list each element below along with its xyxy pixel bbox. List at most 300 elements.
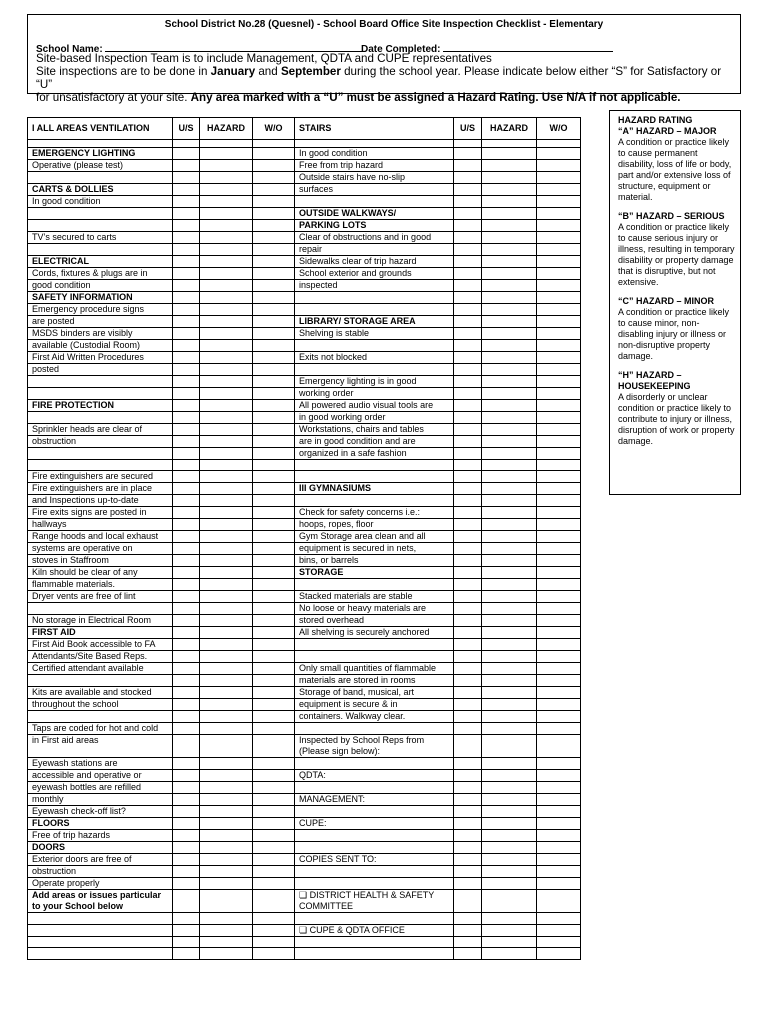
right-wo-cell[interactable] bbox=[537, 615, 581, 627]
left-us-cell[interactable] bbox=[173, 519, 200, 531]
left-hazard-cell[interactable] bbox=[200, 460, 253, 471]
right-wo-cell[interactable] bbox=[537, 184, 581, 196]
right-us-cell[interactable] bbox=[454, 723, 482, 735]
left-us-cell[interactable] bbox=[173, 782, 200, 794]
left-wo-cell[interactable] bbox=[253, 639, 295, 651]
right-wo-cell[interactable] bbox=[537, 567, 581, 579]
right-hazard-cell[interactable] bbox=[482, 436, 537, 448]
right-us-cell[interactable] bbox=[454, 232, 482, 244]
left-wo-cell[interactable] bbox=[253, 316, 295, 328]
right-wo-cell[interactable] bbox=[537, 936, 581, 947]
right-hazard-cell[interactable] bbox=[482, 758, 537, 770]
right-hazard-cell[interactable] bbox=[482, 890, 537, 913]
left-us-cell[interactable] bbox=[173, 292, 200, 304]
right-us-cell[interactable] bbox=[454, 663, 482, 675]
left-us-cell[interactable] bbox=[173, 615, 200, 627]
right-wo-cell[interactable] bbox=[537, 268, 581, 280]
left-us-cell[interactable] bbox=[173, 794, 200, 806]
left-us-cell[interactable] bbox=[173, 639, 200, 651]
left-us-cell[interactable] bbox=[173, 304, 200, 316]
right-hazard-cell[interactable] bbox=[482, 854, 537, 866]
right-hazard-cell[interactable] bbox=[482, 483, 537, 495]
right-hazard-cell[interactable] bbox=[482, 316, 537, 328]
left-wo-cell[interactable] bbox=[253, 531, 295, 543]
right-wo-cell[interactable] bbox=[537, 758, 581, 770]
left-wo-cell[interactable] bbox=[253, 196, 295, 208]
left-wo-cell[interactable] bbox=[253, 424, 295, 436]
right-wo-cell[interactable] bbox=[537, 232, 581, 244]
left-us-cell[interactable] bbox=[173, 340, 200, 352]
right-hazard-cell[interactable] bbox=[482, 639, 537, 651]
left-wo-cell[interactable] bbox=[253, 890, 295, 913]
right-wo-cell[interactable] bbox=[537, 519, 581, 531]
left-hazard-cell[interactable] bbox=[200, 280, 253, 292]
left-wo-cell[interactable] bbox=[253, 172, 295, 184]
right-hazard-cell[interactable] bbox=[482, 196, 537, 208]
right-us-cell[interactable] bbox=[454, 878, 482, 890]
right-hazard-cell[interactable] bbox=[482, 651, 537, 663]
left-wo-cell[interactable] bbox=[253, 651, 295, 663]
right-wo-cell[interactable] bbox=[537, 854, 581, 866]
right-wo-cell[interactable] bbox=[537, 806, 581, 818]
right-hazard-cell[interactable] bbox=[482, 627, 537, 639]
right-hazard-cell[interactable] bbox=[482, 770, 537, 782]
right-hazard-cell[interactable] bbox=[482, 244, 537, 256]
left-us-cell[interactable] bbox=[173, 651, 200, 663]
left-hazard-cell[interactable] bbox=[200, 328, 253, 340]
right-us-cell[interactable] bbox=[454, 794, 482, 806]
cell[interactable] bbox=[454, 140, 482, 148]
left-us-cell[interactable] bbox=[173, 543, 200, 555]
right-wo-cell[interactable] bbox=[537, 340, 581, 352]
left-us-cell[interactable] bbox=[173, 866, 200, 878]
left-hazard-cell[interactable] bbox=[200, 495, 253, 507]
left-hazard-cell[interactable] bbox=[200, 519, 253, 531]
right-hazard-cell[interactable] bbox=[482, 543, 537, 555]
right-us-cell[interactable] bbox=[454, 531, 482, 543]
right-hazard-cell[interactable] bbox=[482, 615, 537, 627]
left-wo-cell[interactable] bbox=[253, 148, 295, 160]
left-wo-cell[interactable] bbox=[253, 567, 295, 579]
right-wo-cell[interactable] bbox=[537, 244, 581, 256]
left-us-cell[interactable] bbox=[173, 364, 200, 376]
left-us-cell[interactable] bbox=[173, 948, 200, 959]
left-us-cell[interactable] bbox=[173, 256, 200, 268]
cell[interactable] bbox=[173, 140, 200, 148]
right-us-cell[interactable] bbox=[454, 208, 482, 220]
left-wo-cell[interactable] bbox=[253, 160, 295, 172]
left-wo-cell[interactable] bbox=[253, 913, 295, 924]
right-hazard-cell[interactable] bbox=[482, 256, 537, 268]
left-wo-cell[interactable] bbox=[253, 555, 295, 567]
left-us-cell[interactable] bbox=[173, 172, 200, 184]
right-wo-cell[interactable] bbox=[537, 770, 581, 782]
right-us-cell[interactable] bbox=[454, 460, 482, 471]
left-hazard-cell[interactable] bbox=[200, 948, 253, 959]
left-hazard-cell[interactable] bbox=[200, 842, 253, 854]
right-wo-cell[interactable] bbox=[537, 400, 581, 412]
left-hazard-cell[interactable] bbox=[200, 244, 253, 256]
right-hazard-cell[interactable] bbox=[482, 806, 537, 818]
right-us-cell[interactable] bbox=[454, 854, 482, 866]
left-wo-cell[interactable] bbox=[253, 412, 295, 424]
right-us-cell[interactable] bbox=[454, 627, 482, 639]
left-wo-cell[interactable] bbox=[253, 770, 295, 782]
right-us-cell[interactable] bbox=[454, 936, 482, 947]
right-us-cell[interactable] bbox=[454, 842, 482, 854]
right-wo-cell[interactable] bbox=[537, 723, 581, 735]
right-wo-cell[interactable] bbox=[537, 687, 581, 699]
right-wo-cell[interactable] bbox=[537, 555, 581, 567]
right-wo-cell[interactable] bbox=[537, 735, 581, 758]
left-us-cell[interactable] bbox=[173, 184, 200, 196]
left-hazard-cell[interactable] bbox=[200, 591, 253, 603]
left-hazard-cell[interactable] bbox=[200, 866, 253, 878]
right-wo-cell[interactable] bbox=[537, 364, 581, 376]
left-us-cell[interactable] bbox=[173, 711, 200, 723]
right-hazard-cell[interactable] bbox=[482, 866, 537, 878]
right-us-cell[interactable] bbox=[454, 316, 482, 328]
left-hazard-cell[interactable] bbox=[200, 292, 253, 304]
right-hazard-cell[interactable] bbox=[482, 794, 537, 806]
left-hazard-cell[interactable] bbox=[200, 567, 253, 579]
right-hazard-cell[interactable] bbox=[482, 699, 537, 711]
left-us-cell[interactable] bbox=[173, 567, 200, 579]
right-wo-cell[interactable] bbox=[537, 412, 581, 424]
right-wo-cell[interactable] bbox=[537, 948, 581, 959]
left-wo-cell[interactable] bbox=[253, 292, 295, 304]
left-hazard-cell[interactable] bbox=[200, 639, 253, 651]
right-wo-cell[interactable] bbox=[537, 388, 581, 400]
left-hazard-cell[interactable] bbox=[200, 675, 253, 687]
right-hazard-cell[interactable] bbox=[482, 172, 537, 184]
left-us-cell[interactable] bbox=[173, 316, 200, 328]
right-hazard-cell[interactable] bbox=[482, 268, 537, 280]
right-us-cell[interactable] bbox=[454, 543, 482, 555]
left-hazard-cell[interactable] bbox=[200, 184, 253, 196]
left-wo-cell[interactable] bbox=[253, 948, 295, 959]
left-wo-cell[interactable] bbox=[253, 936, 295, 947]
left-hazard-cell[interactable] bbox=[200, 340, 253, 352]
left-hazard-cell[interactable] bbox=[200, 890, 253, 913]
right-us-cell[interactable] bbox=[454, 675, 482, 687]
right-wo-cell[interactable] bbox=[537, 579, 581, 591]
left-wo-cell[interactable] bbox=[253, 543, 295, 555]
right-hazard-cell[interactable] bbox=[482, 495, 537, 507]
right-wo-cell[interactable] bbox=[537, 220, 581, 232]
left-us-cell[interactable] bbox=[173, 878, 200, 890]
right-wo-cell[interactable] bbox=[537, 507, 581, 519]
right-wo-cell[interactable] bbox=[537, 460, 581, 471]
left-hazard-cell[interactable] bbox=[200, 794, 253, 806]
right-us-cell[interactable] bbox=[454, 890, 482, 913]
left-hazard-cell[interactable] bbox=[200, 782, 253, 794]
left-us-cell[interactable] bbox=[173, 388, 200, 400]
right-hazard-cell[interactable] bbox=[482, 842, 537, 854]
right-us-cell[interactable] bbox=[454, 160, 482, 172]
left-us-cell[interactable] bbox=[173, 735, 200, 758]
right-wo-cell[interactable] bbox=[537, 890, 581, 913]
left-hazard-cell[interactable] bbox=[200, 936, 253, 947]
cell[interactable] bbox=[200, 140, 253, 148]
right-us-cell[interactable] bbox=[454, 364, 482, 376]
left-hazard-cell[interactable] bbox=[200, 400, 253, 412]
right-us-cell[interactable] bbox=[454, 603, 482, 615]
left-wo-cell[interactable] bbox=[253, 471, 295, 483]
right-hazard-cell[interactable] bbox=[482, 735, 537, 758]
left-wo-cell[interactable] bbox=[253, 830, 295, 842]
right-hazard-cell[interactable] bbox=[482, 711, 537, 723]
left-us-cell[interactable] bbox=[173, 591, 200, 603]
left-hazard-cell[interactable] bbox=[200, 448, 253, 460]
left-hazard-cell[interactable] bbox=[200, 268, 253, 280]
left-wo-cell[interactable] bbox=[253, 376, 295, 388]
left-us-cell[interactable] bbox=[173, 818, 200, 830]
right-hazard-cell[interactable] bbox=[482, 304, 537, 316]
right-hazard-cell[interactable] bbox=[482, 723, 537, 735]
left-wo-cell[interactable] bbox=[253, 507, 295, 519]
left-wo-cell[interactable] bbox=[253, 675, 295, 687]
left-wo-cell[interactable] bbox=[253, 328, 295, 340]
cell[interactable] bbox=[253, 140, 295, 148]
right-hazard-cell[interactable] bbox=[482, 400, 537, 412]
left-us-cell[interactable] bbox=[173, 220, 200, 232]
left-us-cell[interactable] bbox=[173, 352, 200, 364]
right-us-cell[interactable] bbox=[454, 687, 482, 699]
left-hazard-cell[interactable] bbox=[200, 316, 253, 328]
right-us-cell[interactable] bbox=[454, 184, 482, 196]
left-hazard-cell[interactable] bbox=[200, 627, 253, 639]
left-us-cell[interactable] bbox=[173, 675, 200, 687]
left-wo-cell[interactable] bbox=[253, 842, 295, 854]
left-hazard-cell[interactable] bbox=[200, 256, 253, 268]
left-us-cell[interactable] bbox=[173, 196, 200, 208]
right-hazard-cell[interactable] bbox=[482, 591, 537, 603]
right-us-cell[interactable] bbox=[454, 412, 482, 424]
left-wo-cell[interactable] bbox=[253, 495, 295, 507]
right-us-cell[interactable] bbox=[454, 770, 482, 782]
right-us-cell[interactable] bbox=[454, 913, 482, 924]
right-us-cell[interactable] bbox=[454, 639, 482, 651]
right-wo-cell[interactable] bbox=[537, 448, 581, 460]
left-us-cell[interactable] bbox=[173, 627, 200, 639]
right-us-cell[interactable] bbox=[454, 268, 482, 280]
left-hazard-cell[interactable] bbox=[200, 220, 253, 232]
left-hazard-cell[interactable] bbox=[200, 830, 253, 842]
left-wo-cell[interactable] bbox=[253, 304, 295, 316]
right-wo-cell[interactable] bbox=[537, 651, 581, 663]
left-hazard-cell[interactable] bbox=[200, 172, 253, 184]
right-hazard-cell[interactable] bbox=[482, 352, 537, 364]
right-wo-cell[interactable] bbox=[537, 842, 581, 854]
school-name-field[interactable] bbox=[105, 42, 365, 52]
right-wo-cell[interactable] bbox=[537, 531, 581, 543]
left-wo-cell[interactable] bbox=[253, 591, 295, 603]
left-us-cell[interactable] bbox=[173, 924, 200, 936]
left-wo-cell[interactable] bbox=[253, 627, 295, 639]
right-hazard-cell[interactable] bbox=[482, 460, 537, 471]
left-wo-cell[interactable] bbox=[253, 280, 295, 292]
right-us-cell[interactable] bbox=[454, 148, 482, 160]
left-us-cell[interactable] bbox=[173, 376, 200, 388]
right-us-cell[interactable] bbox=[454, 591, 482, 603]
left-us-cell[interactable] bbox=[173, 148, 200, 160]
left-wo-cell[interactable] bbox=[253, 878, 295, 890]
right-wo-cell[interactable] bbox=[537, 495, 581, 507]
right-hazard-cell[interactable] bbox=[482, 567, 537, 579]
right-hazard-cell[interactable] bbox=[482, 555, 537, 567]
left-wo-cell[interactable] bbox=[253, 687, 295, 699]
right-us-cell[interactable] bbox=[454, 172, 482, 184]
right-hazard-cell[interactable] bbox=[482, 471, 537, 483]
right-us-cell[interactable] bbox=[454, 735, 482, 758]
right-hazard-cell[interactable] bbox=[482, 448, 537, 460]
left-wo-cell[interactable] bbox=[253, 400, 295, 412]
right-hazard-cell[interactable] bbox=[482, 364, 537, 376]
right-wo-cell[interactable] bbox=[537, 160, 581, 172]
right-us-cell[interactable] bbox=[454, 436, 482, 448]
left-wo-cell[interactable] bbox=[253, 268, 295, 280]
left-wo-cell[interactable] bbox=[253, 794, 295, 806]
right-us-cell[interactable] bbox=[454, 519, 482, 531]
left-wo-cell[interactable] bbox=[253, 663, 295, 675]
right-hazard-cell[interactable] bbox=[482, 412, 537, 424]
right-hazard-cell[interactable] bbox=[482, 160, 537, 172]
left-wo-cell[interactable] bbox=[253, 818, 295, 830]
left-us-cell[interactable] bbox=[173, 448, 200, 460]
left-hazard-cell[interactable] bbox=[200, 711, 253, 723]
left-hazard-cell[interactable] bbox=[200, 663, 253, 675]
left-hazard-cell[interactable] bbox=[200, 818, 253, 830]
left-wo-cell[interactable] bbox=[253, 208, 295, 220]
left-wo-cell[interactable] bbox=[253, 806, 295, 818]
right-us-cell[interactable] bbox=[454, 352, 482, 364]
right-hazard-cell[interactable] bbox=[482, 579, 537, 591]
right-wo-cell[interactable] bbox=[537, 675, 581, 687]
left-wo-cell[interactable] bbox=[253, 364, 295, 376]
cell[interactable] bbox=[537, 140, 581, 148]
left-wo-cell[interactable] bbox=[253, 699, 295, 711]
right-us-cell[interactable] bbox=[454, 948, 482, 959]
left-us-cell[interactable] bbox=[173, 723, 200, 735]
left-wo-cell[interactable] bbox=[253, 579, 295, 591]
right-us-cell[interactable] bbox=[454, 292, 482, 304]
right-hazard-cell[interactable] bbox=[482, 340, 537, 352]
left-us-cell[interactable] bbox=[173, 280, 200, 292]
right-us-cell[interactable] bbox=[454, 376, 482, 388]
right-us-cell[interactable] bbox=[454, 818, 482, 830]
right-hazard-cell[interactable] bbox=[482, 376, 537, 388]
left-us-cell[interactable] bbox=[173, 160, 200, 172]
right-us-cell[interactable] bbox=[454, 567, 482, 579]
right-wo-cell[interactable] bbox=[537, 148, 581, 160]
left-wo-cell[interactable] bbox=[253, 184, 295, 196]
right-wo-cell[interactable] bbox=[537, 208, 581, 220]
right-hazard-cell[interactable] bbox=[482, 663, 537, 675]
right-wo-cell[interactable] bbox=[537, 436, 581, 448]
right-us-cell[interactable] bbox=[454, 256, 482, 268]
left-hazard-cell[interactable] bbox=[200, 770, 253, 782]
right-wo-cell[interactable] bbox=[537, 830, 581, 842]
left-wo-cell[interactable] bbox=[253, 615, 295, 627]
left-hazard-cell[interactable] bbox=[200, 603, 253, 615]
right-hazard-cell[interactable] bbox=[482, 936, 537, 947]
right-us-cell[interactable] bbox=[454, 471, 482, 483]
right-wo-cell[interactable] bbox=[537, 304, 581, 316]
left-us-cell[interactable] bbox=[173, 495, 200, 507]
right-hazard-cell[interactable] bbox=[482, 184, 537, 196]
left-wo-cell[interactable] bbox=[253, 220, 295, 232]
left-wo-cell[interactable] bbox=[253, 758, 295, 770]
left-us-cell[interactable] bbox=[173, 268, 200, 280]
right-hazard-cell[interactable] bbox=[482, 208, 537, 220]
left-hazard-cell[interactable] bbox=[200, 615, 253, 627]
right-us-cell[interactable] bbox=[454, 280, 482, 292]
right-us-cell[interactable] bbox=[454, 220, 482, 232]
right-wo-cell[interactable] bbox=[537, 866, 581, 878]
left-wo-cell[interactable] bbox=[253, 436, 295, 448]
right-us-cell[interactable] bbox=[454, 699, 482, 711]
left-wo-cell[interactable] bbox=[253, 448, 295, 460]
right-us-cell[interactable] bbox=[454, 782, 482, 794]
left-us-cell[interactable] bbox=[173, 244, 200, 256]
right-wo-cell[interactable] bbox=[537, 172, 581, 184]
left-hazard-cell[interactable] bbox=[200, 483, 253, 495]
right-wo-cell[interactable] bbox=[537, 292, 581, 304]
left-us-cell[interactable] bbox=[173, 770, 200, 782]
right-hazard-cell[interactable] bbox=[482, 603, 537, 615]
left-hazard-cell[interactable] bbox=[200, 854, 253, 866]
right-hazard-cell[interactable] bbox=[482, 687, 537, 699]
left-hazard-cell[interactable] bbox=[200, 412, 253, 424]
left-us-cell[interactable] bbox=[173, 842, 200, 854]
right-wo-cell[interactable] bbox=[537, 627, 581, 639]
right-us-cell[interactable] bbox=[454, 615, 482, 627]
left-hazard-cell[interactable] bbox=[200, 651, 253, 663]
right-us-cell[interactable] bbox=[454, 579, 482, 591]
right-wo-cell[interactable] bbox=[537, 591, 581, 603]
right-wo-cell[interactable] bbox=[537, 782, 581, 794]
right-us-cell[interactable] bbox=[454, 400, 482, 412]
right-hazard-cell[interactable] bbox=[482, 924, 537, 936]
left-wo-cell[interactable] bbox=[253, 460, 295, 471]
left-us-cell[interactable] bbox=[173, 507, 200, 519]
cell[interactable] bbox=[482, 140, 537, 148]
right-hazard-cell[interactable] bbox=[482, 424, 537, 436]
left-us-cell[interactable] bbox=[173, 400, 200, 412]
right-hazard-cell[interactable] bbox=[482, 878, 537, 890]
right-us-cell[interactable] bbox=[454, 806, 482, 818]
left-hazard-cell[interactable] bbox=[200, 388, 253, 400]
left-hazard-cell[interactable] bbox=[200, 806, 253, 818]
left-hazard-cell[interactable] bbox=[200, 424, 253, 436]
left-hazard-cell[interactable] bbox=[200, 507, 253, 519]
left-us-cell[interactable] bbox=[173, 936, 200, 947]
left-wo-cell[interactable] bbox=[253, 388, 295, 400]
right-wo-cell[interactable] bbox=[537, 483, 581, 495]
right-hazard-cell[interactable] bbox=[482, 507, 537, 519]
right-hazard-cell[interactable] bbox=[482, 232, 537, 244]
right-wo-cell[interactable] bbox=[537, 280, 581, 292]
left-hazard-cell[interactable] bbox=[200, 543, 253, 555]
left-hazard-cell[interactable] bbox=[200, 436, 253, 448]
right-us-cell[interactable] bbox=[454, 424, 482, 436]
right-us-cell[interactable] bbox=[454, 448, 482, 460]
left-wo-cell[interactable] bbox=[253, 519, 295, 531]
right-wo-cell[interactable] bbox=[537, 699, 581, 711]
right-wo-cell[interactable] bbox=[537, 328, 581, 340]
left-hazard-cell[interactable] bbox=[200, 913, 253, 924]
